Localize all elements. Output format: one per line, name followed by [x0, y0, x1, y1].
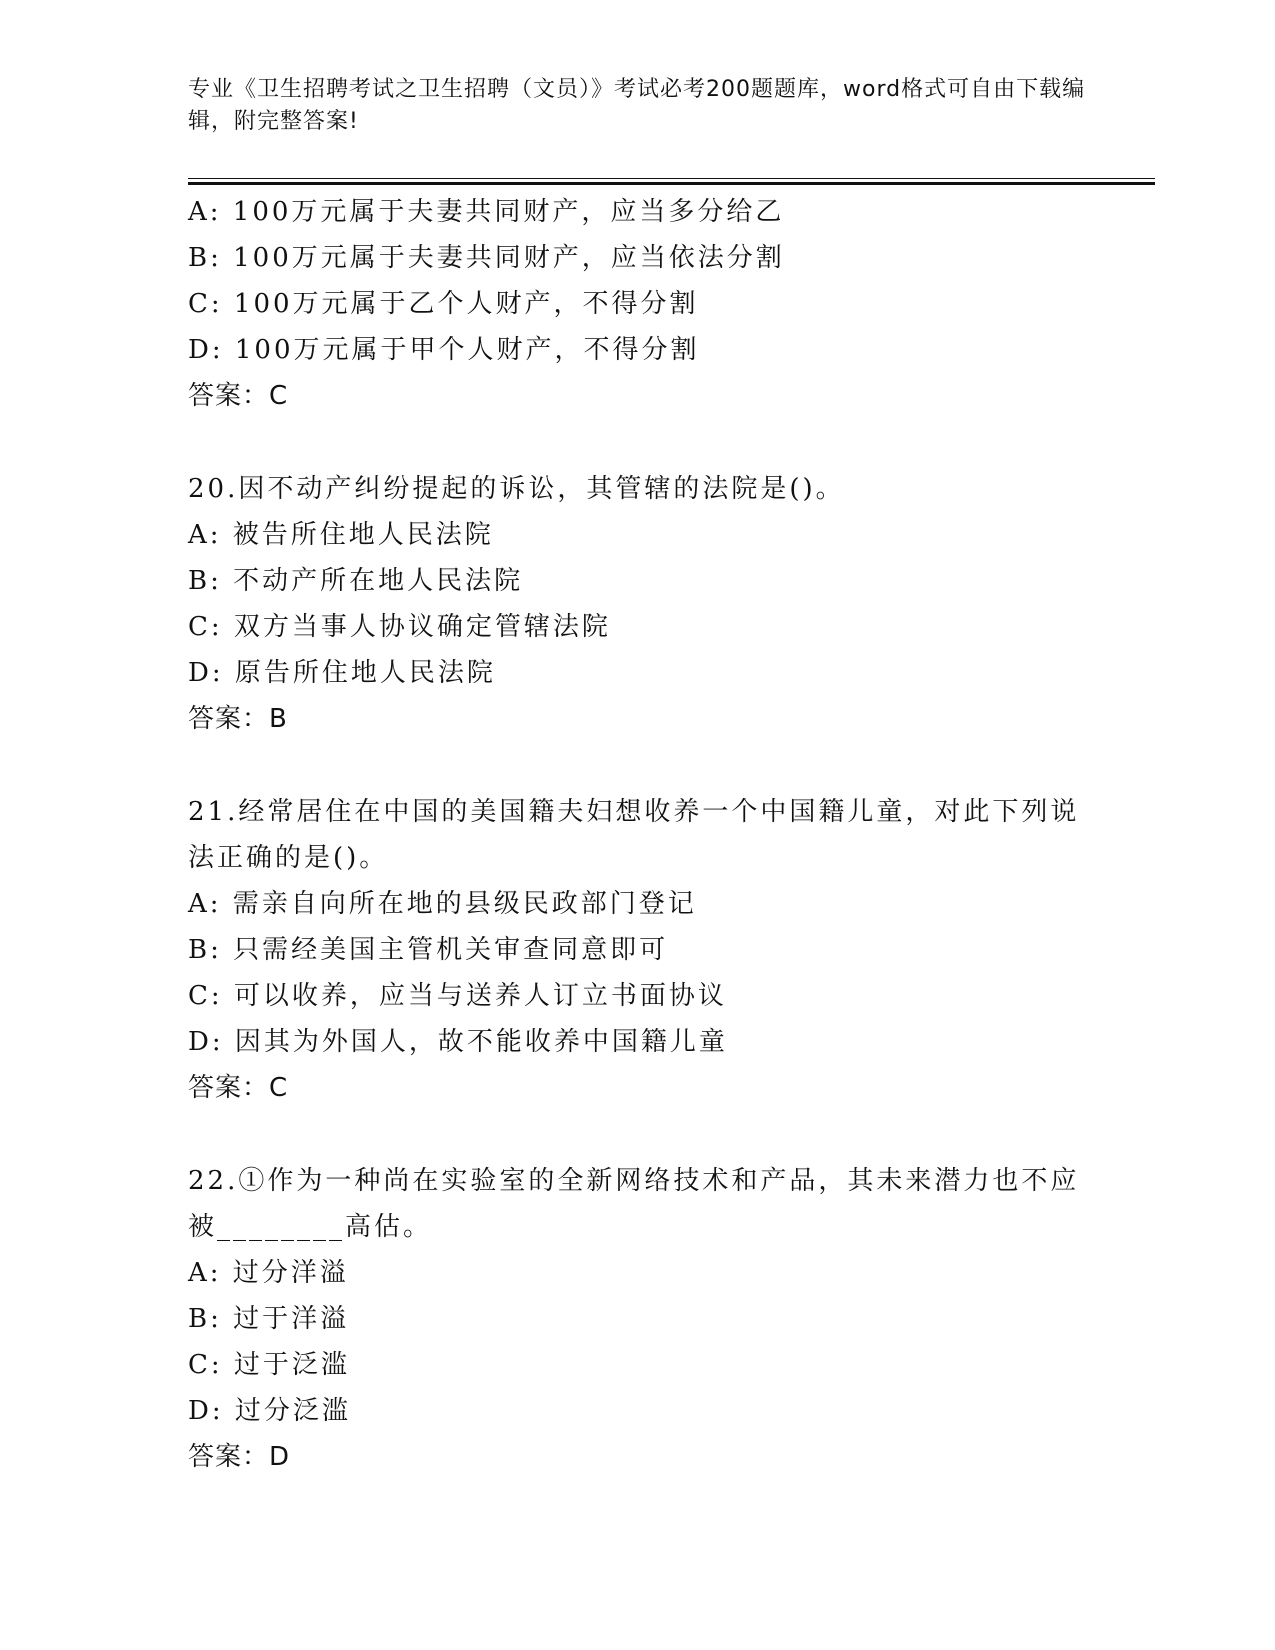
option-d: D: 因其为外国人，故不能收养中国籍儿童: [188, 1027, 728, 1057]
question-content: [188, 189, 1108, 1480]
option-c: C: 双方当事人协议确定管辖法院: [188, 612, 611, 642]
option-d: D: 100万元属于甲个人财产，不得分割: [188, 335, 700, 365]
option-d: D: 过分泛滥: [188, 1396, 351, 1426]
option-a: A: 过分洋溢: [188, 1258, 349, 1288]
spacer: [188, 1111, 1108, 1158]
question-stem: 22.①作为一种尚在实验室的全新网络技术和产品，其未来潜力也不应被________高估。: [188, 1166, 1080, 1242]
document-header: 专业《卫生招聘考试之卫生招聘（文员）》考试必考200题题库，word格式可自由下载编辑，附完整答案!: [188, 77, 1086, 134]
option-c: C: 可以收养，应当与送养人订立书面协议: [188, 981, 727, 1011]
option-c: C: 过于泛滥: [188, 1350, 350, 1380]
question-stem: 21.经常居住在中国的美国籍夫妇想收养一个中国籍儿童，对此下列说法正确的是()。: [188, 797, 1080, 873]
option-a: A: 需亲自向所在地的县级民政部门登记: [188, 889, 697, 919]
spacer: [188, 742, 1108, 789]
option-d: D: 原告所住地人民法院: [188, 658, 496, 688]
option-a: A: 100万元属于夫妻共同财产，应当多分给乙: [188, 197, 785, 227]
answer-line: 答案：B: [188, 704, 288, 734]
question-stem: 20.因不动产纠纷提起的诉讼，其管辖的法院是()。: [188, 474, 845, 504]
question-block-21: [188, 789, 1108, 1111]
option-a: A: 被告所住地人民法院: [188, 520, 494, 550]
question-block-22: [188, 1158, 1108, 1480]
header-rule-thin: [188, 178, 1155, 179]
answer-line: 答案：C: [188, 1073, 289, 1103]
option-b: B: 只需经美国主管机关审查同意即可: [188, 935, 669, 965]
answer-line: 答案：D: [188, 1442, 291, 1472]
option-b: B: 100万元属于夫妻共同财产，应当依法分割: [188, 243, 785, 273]
option-b: B: 不动产所在地人民法院: [188, 566, 524, 596]
option-b: B: 过于洋溢: [188, 1304, 350, 1334]
question-block-20: [188, 466, 1108, 742]
answer-line: 答案：C: [188, 381, 289, 411]
spacer: [188, 419, 1108, 466]
header-rule-thick: [188, 182, 1155, 185]
option-c: C: 100万元属于乙个人财产，不得分割: [188, 289, 699, 319]
question-block-19: [188, 189, 1108, 419]
